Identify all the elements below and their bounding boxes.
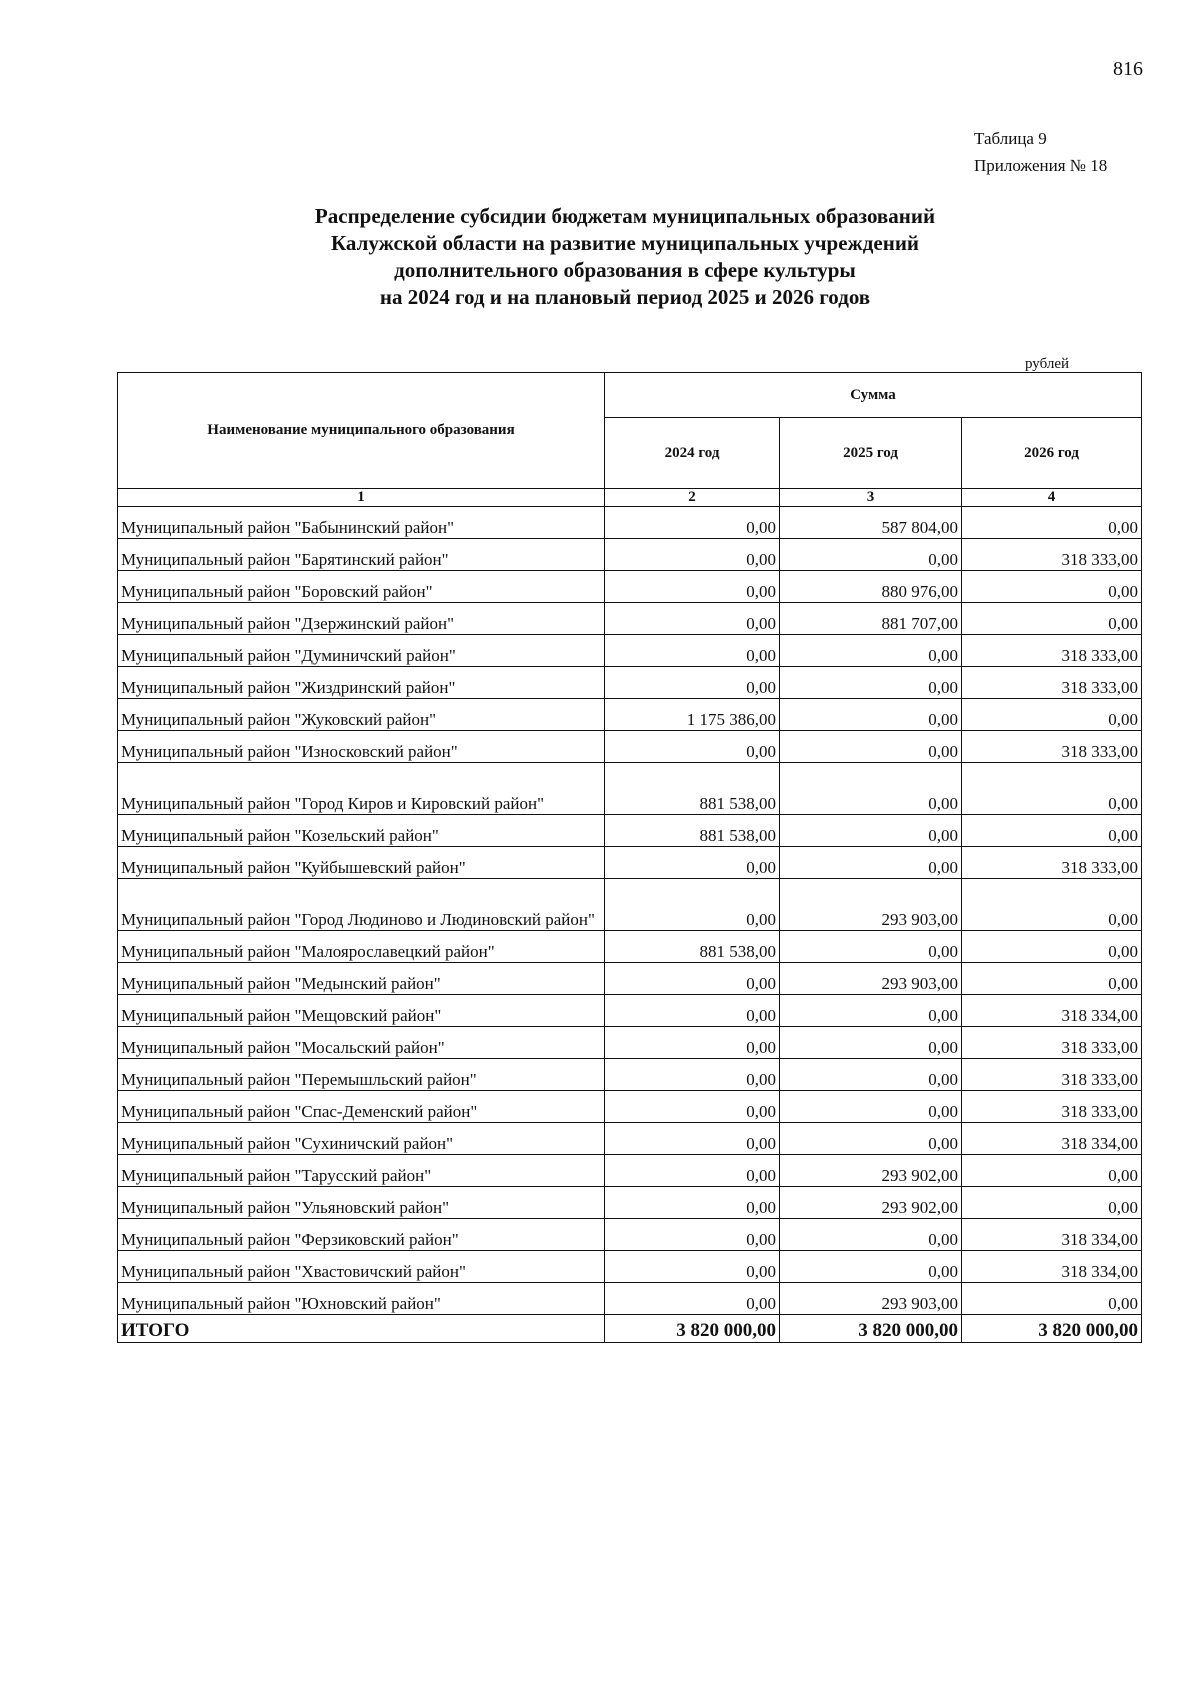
amount-2026-cell: 318 333,00 bbox=[962, 635, 1142, 667]
table-row bbox=[118, 1283, 1142, 1315]
amount-2025-cell: 0,00 bbox=[780, 1251, 962, 1283]
document-title bbox=[130, 203, 1120, 311]
table-row bbox=[118, 1155, 1142, 1187]
table-row bbox=[118, 699, 1142, 731]
municipality-name-cell: Муниципальный район "Износковский район" bbox=[118, 731, 605, 763]
amount-2025-cell: 0,00 bbox=[780, 1123, 962, 1155]
amount-2026-cell: 0,00 bbox=[962, 507, 1142, 539]
amount-2025-cell: 293 903,00 bbox=[780, 963, 962, 995]
amount-2024-cell: 0,00 bbox=[605, 667, 780, 699]
amount-2026-cell: 0,00 bbox=[962, 1283, 1142, 1315]
amount-2024-cell: 0,00 bbox=[605, 1027, 780, 1059]
municipality-name-cell: Муниципальный район "Ферзиковский район" bbox=[118, 1219, 605, 1251]
amount-2026-cell: 318 333,00 bbox=[962, 731, 1142, 763]
amount-2024-cell: 0,00 bbox=[605, 847, 780, 879]
amount-2026-cell: 318 333,00 bbox=[962, 1059, 1142, 1091]
total-label: ИТОГО bbox=[118, 1315, 605, 1343]
amount-2026-cell: 318 333,00 bbox=[962, 667, 1142, 699]
header-year-2024: 2024 год bbox=[605, 418, 780, 489]
municipality-name-cell: Муниципальный район "Сухиничский район" bbox=[118, 1123, 605, 1155]
municipality-name-cell: Муниципальный район "Малоярославецкий район" bbox=[118, 931, 605, 963]
amount-2026-cell: 0,00 bbox=[962, 931, 1142, 963]
table-body bbox=[118, 507, 1142, 1315]
amount-2025-cell: 0,00 bbox=[780, 1091, 962, 1123]
appendix-reference bbox=[974, 125, 1107, 179]
amount-2026-cell: 0,00 bbox=[962, 1187, 1142, 1219]
amount-2024-cell: 0,00 bbox=[605, 1251, 780, 1283]
municipality-name-cell: Муниципальный район "Бабынинский район" bbox=[118, 507, 605, 539]
amount-2026-cell: 318 333,00 bbox=[962, 539, 1142, 571]
column-number: 1 bbox=[118, 489, 605, 507]
amount-2025-cell: 0,00 bbox=[780, 931, 962, 963]
table-row bbox=[118, 507, 1142, 539]
table-row bbox=[118, 571, 1142, 603]
table-row bbox=[118, 1123, 1142, 1155]
municipality-name-cell: Муниципальный район "Мещовский район" bbox=[118, 995, 605, 1027]
municipality-name-cell: Муниципальный район "Боровский район" bbox=[118, 571, 605, 603]
table-row bbox=[118, 1059, 1142, 1091]
column-number: 3 bbox=[780, 489, 962, 507]
municipality-name-cell: Муниципальный район "Мосальский район" bbox=[118, 1027, 605, 1059]
amount-2024-cell: 0,00 bbox=[605, 879, 780, 931]
table-row bbox=[118, 763, 1142, 815]
table-row bbox=[118, 1027, 1142, 1059]
amount-2025-cell: 0,00 bbox=[780, 995, 962, 1027]
amount-2025-cell: 293 902,00 bbox=[780, 1155, 962, 1187]
table-row bbox=[118, 603, 1142, 635]
title-line-4: на 2024 год и на плановый период 2025 и 2026 годов bbox=[379, 285, 871, 309]
amount-2025-cell: 293 903,00 bbox=[780, 1283, 962, 1315]
table-row bbox=[118, 539, 1142, 571]
table-row bbox=[118, 635, 1142, 667]
header-year-2025: 2025 год bbox=[780, 418, 962, 489]
amount-2024-cell: 0,00 bbox=[605, 571, 780, 603]
municipality-name-cell: Муниципальный район "Хвастовичский район" bbox=[118, 1251, 605, 1283]
municipality-name-cell: Муниципальный район "Жиздринский район" bbox=[118, 667, 605, 699]
total-2025: 3 820 000,00 bbox=[780, 1315, 962, 1343]
table-row bbox=[118, 995, 1142, 1027]
appendix-table-label: Таблица 9 bbox=[974, 129, 1047, 148]
title-line-2: Калужской области на развитие муниципальных учреждений bbox=[330, 231, 920, 255]
municipality-name-cell: Муниципальный район "Куйбышевский район" bbox=[118, 847, 605, 879]
amount-2025-cell: 0,00 bbox=[780, 699, 962, 731]
appendix-annex-label: Приложения № 18 bbox=[974, 156, 1108, 175]
municipality-name-cell: Муниципальный район "Медынский район" bbox=[118, 963, 605, 995]
amount-2025-cell: 0,00 bbox=[780, 847, 962, 879]
amount-2025-cell: 880 976,00 bbox=[780, 571, 962, 603]
amount-2024-cell: 0,00 bbox=[605, 963, 780, 995]
amount-2025-cell: 0,00 bbox=[780, 763, 962, 815]
table-row bbox=[118, 847, 1142, 879]
amount-2025-cell: 0,00 bbox=[780, 1059, 962, 1091]
amount-2024-cell: 0,00 bbox=[605, 603, 780, 635]
amount-2025-cell: 881 707,00 bbox=[780, 603, 962, 635]
table-row bbox=[118, 963, 1142, 995]
amount-2024-cell: 0,00 bbox=[605, 995, 780, 1027]
municipality-name-cell: Муниципальный район "Город Людиново и Людиновский район" bbox=[118, 879, 605, 931]
amount-2026-cell: 318 334,00 bbox=[962, 995, 1142, 1027]
amount-2026-cell: 318 333,00 bbox=[962, 1091, 1142, 1123]
amount-2026-cell: 318 334,00 bbox=[962, 1251, 1142, 1283]
municipality-name-cell: Муниципальный район "Перемышльский район" bbox=[118, 1059, 605, 1091]
header-sum: Сумма bbox=[605, 373, 1142, 418]
amount-2024-cell: 0,00 bbox=[605, 1219, 780, 1251]
amount-2026-cell: 0,00 bbox=[962, 603, 1142, 635]
amount-2024-cell: 881 538,00 bbox=[605, 763, 780, 815]
column-number: 2 bbox=[605, 489, 780, 507]
amount-2026-cell: 318 333,00 bbox=[962, 1027, 1142, 1059]
municipality-name-cell: Муниципальный район "Ульяновский район" bbox=[118, 1187, 605, 1219]
column-number: 4 bbox=[962, 489, 1142, 507]
amount-2025-cell: 0,00 bbox=[780, 731, 962, 763]
amount-2026-cell: 0,00 bbox=[962, 963, 1142, 995]
table-row bbox=[118, 815, 1142, 847]
amount-2024-cell: 0,00 bbox=[605, 1091, 780, 1123]
table-row bbox=[118, 1187, 1142, 1219]
table-row bbox=[118, 1219, 1142, 1251]
amount-2025-cell: 293 902,00 bbox=[780, 1187, 962, 1219]
amount-2024-cell: 881 538,00 bbox=[605, 815, 780, 847]
amount-2025-cell: 0,00 bbox=[780, 539, 962, 571]
amount-2024-cell: 0,00 bbox=[605, 507, 780, 539]
table-row bbox=[118, 731, 1142, 763]
header-municipality-name: Наименование муниципального образования bbox=[118, 373, 605, 489]
title-line-3: дополнительного образования в сфере культуры bbox=[394, 258, 856, 282]
amount-2026-cell: 318 334,00 bbox=[962, 1219, 1142, 1251]
amount-2026-cell: 0,00 bbox=[962, 815, 1142, 847]
amount-2024-cell: 881 538,00 bbox=[605, 931, 780, 963]
page-number: 816 bbox=[1113, 58, 1143, 80]
table-row bbox=[118, 1091, 1142, 1123]
total-2024: 3 820 000,00 bbox=[605, 1315, 780, 1343]
amount-2026-cell: 0,00 bbox=[962, 879, 1142, 931]
amount-2025-cell: 0,00 bbox=[780, 635, 962, 667]
amount-2025-cell: 293 903,00 bbox=[780, 879, 962, 931]
amount-2025-cell: 587 804,00 bbox=[780, 507, 962, 539]
amount-2026-cell: 0,00 bbox=[962, 571, 1142, 603]
amount-2024-cell: 0,00 bbox=[605, 1155, 780, 1187]
amount-2025-cell: 0,00 bbox=[780, 667, 962, 699]
total-row bbox=[118, 1315, 1142, 1343]
units-label: рублей bbox=[1025, 356, 1070, 372]
municipality-name-cell: Муниципальный район "Тарусский район" bbox=[118, 1155, 605, 1187]
amount-2026-cell: 0,00 bbox=[962, 699, 1142, 731]
municipality-name-cell: Муниципальный район "Барятинский район" bbox=[118, 539, 605, 571]
municipality-name-cell: Муниципальный район "Думиничский район" bbox=[118, 635, 605, 667]
amount-2024-cell: 0,00 bbox=[605, 1283, 780, 1315]
amount-2025-cell: 0,00 bbox=[780, 815, 962, 847]
amount-2024-cell: 0,00 bbox=[605, 635, 780, 667]
amount-2025-cell: 0,00 bbox=[780, 1219, 962, 1251]
municipality-name-cell: Муниципальный район "Юхновский район" bbox=[118, 1283, 605, 1315]
table-row bbox=[118, 667, 1142, 699]
amount-2026-cell: 318 334,00 bbox=[962, 1123, 1142, 1155]
municipality-name-cell: Муниципальный район "Спас-Деменский район" bbox=[118, 1091, 605, 1123]
amount-2024-cell: 0,00 bbox=[605, 1187, 780, 1219]
municipality-name-cell: Муниципальный район "Жуковский район" bbox=[118, 699, 605, 731]
header-year-2026: 2026 год bbox=[962, 418, 1142, 489]
amount-2024-cell: 0,00 bbox=[605, 731, 780, 763]
subsidy-table bbox=[117, 372, 1142, 1343]
amount-2026-cell: 0,00 bbox=[962, 1155, 1142, 1187]
amount-2026-cell: 318 333,00 bbox=[962, 847, 1142, 879]
amount-2024-cell: 0,00 bbox=[605, 539, 780, 571]
amount-2024-cell: 1 175 386,00 bbox=[605, 699, 780, 731]
title-line-1: Распределение субсидии бюджетам муниципальных образований bbox=[314, 204, 936, 228]
amount-2026-cell: 0,00 bbox=[962, 763, 1142, 815]
municipality-name-cell: Муниципальный район "Город Киров и Кировский район" bbox=[118, 763, 605, 815]
table-row bbox=[118, 879, 1142, 931]
amount-2025-cell: 0,00 bbox=[780, 1027, 962, 1059]
amount-2024-cell: 0,00 bbox=[605, 1123, 780, 1155]
table-row bbox=[118, 931, 1142, 963]
total-2026: 3 820 000,00 bbox=[962, 1315, 1142, 1343]
amount-2024-cell: 0,00 bbox=[605, 1059, 780, 1091]
table-row bbox=[118, 1251, 1142, 1283]
municipality-name-cell: Муниципальный район "Дзержинский район" bbox=[118, 603, 605, 635]
municipality-name-cell: Муниципальный район "Козельский район" bbox=[118, 815, 605, 847]
